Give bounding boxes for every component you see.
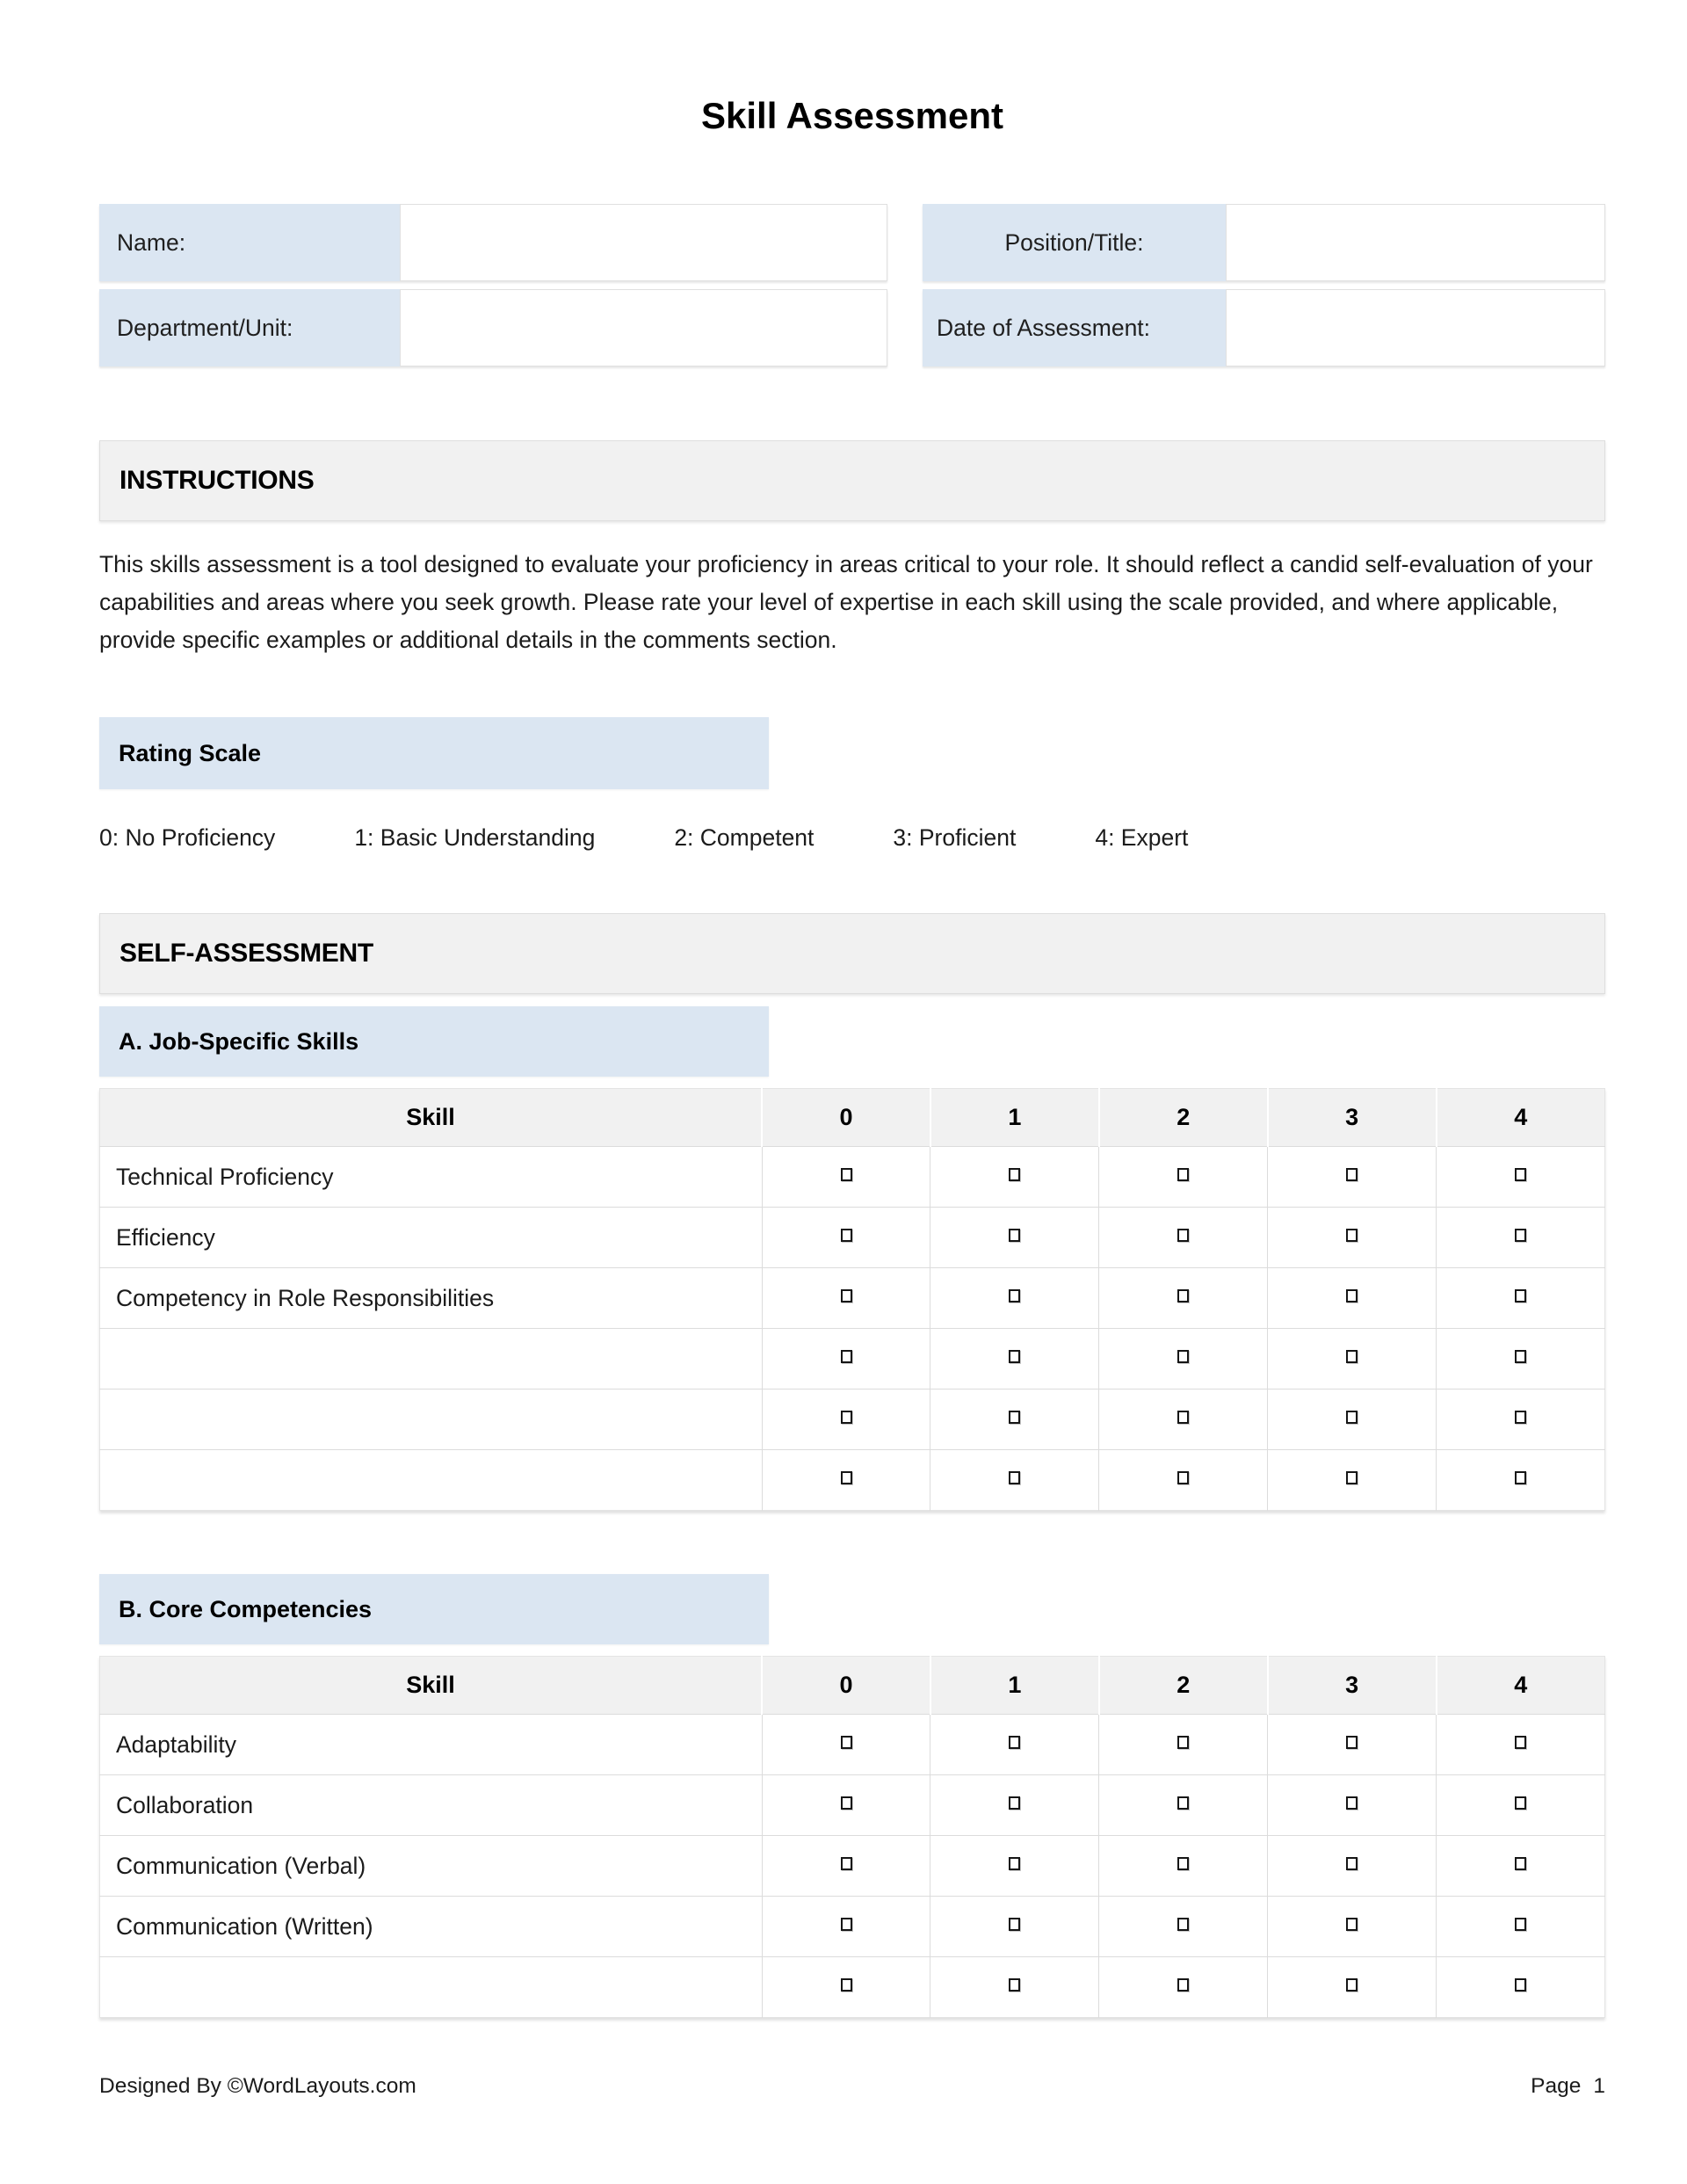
checkbox-icon[interactable] xyxy=(841,1229,852,1242)
checkbox-icon[interactable] xyxy=(1009,1857,1020,1870)
checkbox-icon[interactable] xyxy=(841,1168,852,1181)
rating-cell-3 xyxy=(1268,1389,1437,1450)
name-label: Name: xyxy=(99,204,400,281)
column-header-4: 4 xyxy=(1437,1657,1605,1715)
checkbox-icon[interactable] xyxy=(1009,1471,1020,1484)
fields-row-2 xyxy=(99,289,1605,366)
rating-cell-3 xyxy=(1268,1268,1437,1329)
instructions-heading-text: INSTRUCTIONS xyxy=(119,466,315,495)
checkbox-icon[interactable] xyxy=(1177,1471,1189,1484)
checkbox-icon[interactable] xyxy=(1009,1229,1020,1242)
checkbox-icon[interactable] xyxy=(1346,1978,1358,1992)
rating-cell-4 xyxy=(1437,1775,1605,1836)
checkbox-icon[interactable] xyxy=(1346,1796,1358,1810)
checkbox-icon[interactable] xyxy=(841,1289,852,1302)
rating-cell-4 xyxy=(1437,1329,1605,1389)
rating-cell-4 xyxy=(1437,1268,1605,1329)
skill-label: Competency in Role Responsibilities xyxy=(100,1268,763,1329)
rating-cell-0 xyxy=(762,1775,930,1836)
department-unit-label: Department/Unit: xyxy=(99,289,400,366)
column-header-3: 3 xyxy=(1268,1089,1437,1147)
rating-level-4: 4: Expert xyxy=(1095,824,1189,851)
table-row xyxy=(100,1389,1605,1450)
table-row xyxy=(100,1329,1605,1389)
checkbox-icon[interactable] xyxy=(1515,1289,1526,1302)
checkbox-icon[interactable] xyxy=(1346,1350,1358,1363)
rating-cell-1 xyxy=(930,1147,1099,1208)
position-title-input[interactable] xyxy=(1226,204,1605,281)
table-row xyxy=(100,1147,1605,1208)
table-row xyxy=(100,1775,1605,1836)
department-unit-field xyxy=(99,289,887,366)
checkbox-icon[interactable] xyxy=(1009,1168,1020,1181)
checkbox-icon[interactable] xyxy=(1515,1918,1526,1931)
checkbox-icon[interactable] xyxy=(1515,1350,1526,1363)
rating-level-2: 2: Competent xyxy=(674,824,815,851)
skill-label: Communication (Written) xyxy=(100,1897,763,1957)
column-header-0: 0 xyxy=(762,1657,930,1715)
rating-cell-3 xyxy=(1268,1775,1437,1836)
rating-cell-0 xyxy=(762,1389,930,1450)
rating-cell-1 xyxy=(930,1957,1099,2018)
rating-cell-4 xyxy=(1437,1450,1605,1511)
rating-cell-1 xyxy=(930,1715,1099,1775)
rating-cell-3 xyxy=(1268,1836,1437,1897)
checkbox-icon[interactable] xyxy=(1346,1168,1358,1181)
self-assessment-header xyxy=(99,913,1605,994)
checkbox-icon[interactable] xyxy=(1515,1736,1526,1749)
rating-cell-1 xyxy=(930,1268,1099,1329)
rating-cell-4 xyxy=(1437,1389,1605,1450)
rating-cell-2 xyxy=(1099,1450,1268,1511)
rating-cell-2 xyxy=(1099,1208,1268,1268)
position-title-field xyxy=(923,204,1605,281)
rating-cell-3 xyxy=(1268,1329,1437,1389)
checkbox-icon[interactable] xyxy=(841,1471,852,1484)
rating-cell-4 xyxy=(1437,1897,1605,1957)
checkbox-icon[interactable] xyxy=(1009,1350,1020,1363)
rating-cell-1 xyxy=(930,1389,1099,1450)
checkbox-icon[interactable] xyxy=(841,1857,852,1870)
page-number xyxy=(1531,2074,1605,2099)
column-header-1: 1 xyxy=(930,1657,1099,1715)
section-a-heading-text: A. Job-Specific Skills xyxy=(119,1027,359,1055)
rating-scale-heading-text: Rating Scale xyxy=(119,739,262,766)
table-a-header-row xyxy=(100,1089,1605,1147)
table-row xyxy=(100,1715,1605,1775)
checkbox-icon[interactable] xyxy=(1009,1736,1020,1749)
skill-label xyxy=(100,1450,763,1511)
page-title: Skill Assessment xyxy=(701,95,1003,136)
rating-cell-0 xyxy=(762,1957,930,2018)
rating-level-1: 1: Basic Understanding xyxy=(354,824,596,851)
instructions-body: This skills assessment is a tool designed to evaluate your proficiency in areas critical to your role. It should reflect a candid self-evaluation of your capabilities and areas where you seek growth. Please rate your level of expertise in each skill using the scale provided, and where applicable, provide specific examples or additional details in the comments section. xyxy=(99,551,1593,653)
rating-cell-0 xyxy=(762,1208,930,1268)
instructions-header xyxy=(99,440,1605,521)
department-unit-input[interactable] xyxy=(400,289,887,366)
checkbox-icon[interactable] xyxy=(841,1736,852,1749)
rating-cell-1 xyxy=(930,1775,1099,1836)
date-of-assessment-input[interactable] xyxy=(1226,289,1605,366)
checkbox-icon[interactable] xyxy=(841,1978,852,1992)
checkbox-icon[interactable] xyxy=(1177,1411,1189,1424)
checkbox-icon[interactable] xyxy=(841,1411,852,1424)
self-assessment-heading-text: SELF-ASSESSMENT xyxy=(119,939,373,968)
checkbox-icon[interactable] xyxy=(841,1796,852,1810)
checkbox-icon[interactable] xyxy=(1515,1411,1526,1424)
page-number-value: 1 xyxy=(1593,2074,1605,2098)
column-header-3: 3 xyxy=(1268,1657,1437,1715)
header-fields xyxy=(99,204,1605,366)
rating-cell-2 xyxy=(1099,1715,1268,1775)
rating-cell-2 xyxy=(1099,1897,1268,1957)
checkbox-icon[interactable] xyxy=(1177,1857,1189,1870)
rating-cell-2 xyxy=(1099,1329,1268,1389)
job-specific-skills-table xyxy=(99,1088,1605,1511)
section-a-header xyxy=(99,1006,769,1077)
rating-cell-4 xyxy=(1437,1836,1605,1897)
checkbox-icon[interactable] xyxy=(1346,1857,1358,1870)
rating-cell-0 xyxy=(762,1897,930,1957)
skill-label: Efficiency xyxy=(100,1208,763,1268)
rating-cell-4 xyxy=(1437,1147,1605,1208)
table-row xyxy=(100,1208,1605,1268)
checkbox-icon[interactable] xyxy=(1515,1168,1526,1181)
column-header-0: 0 xyxy=(762,1089,930,1147)
rating-level-0: 0: No Proficiency xyxy=(99,824,276,851)
checkbox-icon[interactable] xyxy=(1346,1736,1358,1749)
date-of-assessment-label: Date of Assessment: xyxy=(923,289,1226,366)
core-competencies-table xyxy=(99,1656,1605,2018)
column-header-2: 2 xyxy=(1099,1657,1268,1715)
rating-cell-3 xyxy=(1268,1450,1437,1511)
rating-cell-0 xyxy=(762,1450,930,1511)
checkbox-icon[interactable] xyxy=(1346,1411,1358,1424)
checkbox-icon[interactable] xyxy=(1346,1471,1358,1484)
skill-label: Technical Proficiency xyxy=(100,1147,763,1208)
checkbox-icon[interactable] xyxy=(1009,1796,1020,1810)
column-header-skill: Skill xyxy=(100,1089,763,1147)
column-header-1: 1 xyxy=(930,1089,1099,1147)
checkbox-icon[interactable] xyxy=(1515,1796,1526,1810)
checkbox-icon[interactable] xyxy=(841,1350,852,1363)
designed-by-text: Designed By ©WordLayouts.com xyxy=(99,2074,416,2098)
skill-label: Adaptability xyxy=(100,1715,763,1775)
table-b-header-row xyxy=(100,1657,1605,1715)
rating-cell-4 xyxy=(1437,1715,1605,1775)
checkbox-icon[interactable] xyxy=(1177,1736,1189,1749)
rating-cell-2 xyxy=(1099,1147,1268,1208)
skill-label xyxy=(100,1329,763,1389)
rating-cell-1 xyxy=(930,1450,1099,1511)
checkbox-icon[interactable] xyxy=(1009,1289,1020,1302)
rating-cell-1 xyxy=(930,1329,1099,1389)
position-title-label: Position/Title: xyxy=(923,204,1226,281)
checkbox-icon[interactable] xyxy=(1515,1857,1526,1870)
checkbox-icon[interactable] xyxy=(1515,1471,1526,1484)
fields-row-1 xyxy=(99,204,1605,281)
checkbox-icon[interactable] xyxy=(1346,1229,1358,1242)
rating-cell-3 xyxy=(1268,1897,1437,1957)
rating-cell-2 xyxy=(1099,1775,1268,1836)
skill-label: Collaboration xyxy=(100,1775,763,1836)
name-field xyxy=(99,204,887,281)
rating-cell-0 xyxy=(762,1329,930,1389)
rating-scale-header xyxy=(99,717,769,789)
date-of-assessment-field xyxy=(923,289,1605,366)
rating-cell-3 xyxy=(1268,1715,1437,1775)
skill-label xyxy=(100,1389,763,1450)
checkbox-icon[interactable] xyxy=(1177,1289,1189,1302)
rating-scale-levels xyxy=(99,824,1605,852)
rating-cell-4 xyxy=(1437,1208,1605,1268)
checkbox-icon[interactable] xyxy=(1346,1918,1358,1931)
page-footer xyxy=(99,2074,1605,2099)
section-b-header xyxy=(99,1574,769,1644)
column-header-skill: Skill xyxy=(100,1657,763,1715)
rating-cell-2 xyxy=(1099,1389,1268,1450)
rating-cell-3 xyxy=(1268,1957,1437,2018)
checkbox-icon[interactable] xyxy=(1177,1796,1189,1810)
rating-cell-3 xyxy=(1268,1147,1437,1208)
checkbox-icon[interactable] xyxy=(1177,1350,1189,1363)
column-header-4: 4 xyxy=(1437,1089,1605,1147)
column-header-2: 2 xyxy=(1099,1089,1268,1147)
name-input[interactable] xyxy=(400,204,887,281)
rating-cell-1 xyxy=(930,1897,1099,1957)
rating-cell-0 xyxy=(762,1147,930,1208)
rating-cell-1 xyxy=(930,1836,1099,1897)
checkbox-icon[interactable] xyxy=(1515,1978,1526,1992)
rating-cell-0 xyxy=(762,1715,930,1775)
rating-cell-2 xyxy=(1099,1268,1268,1329)
rating-cell-4 xyxy=(1437,1957,1605,2018)
checkbox-icon[interactable] xyxy=(1177,1978,1189,1992)
rating-cell-2 xyxy=(1099,1957,1268,2018)
checkbox-icon[interactable] xyxy=(1009,1978,1020,1992)
table-row xyxy=(100,1836,1605,1897)
page-number-label: Page xyxy=(1531,2074,1582,2098)
rating-cell-0 xyxy=(762,1268,930,1329)
checkbox-icon[interactable] xyxy=(1177,1918,1189,1931)
checkbox-icon[interactable] xyxy=(1009,1411,1020,1424)
section-b-heading-text: B. Core Competencies xyxy=(119,1595,373,1622)
table-row xyxy=(100,1957,1605,2018)
checkbox-icon[interactable] xyxy=(841,1918,852,1931)
checkbox-icon[interactable] xyxy=(1346,1289,1358,1302)
table-row xyxy=(100,1450,1605,1511)
checkbox-icon[interactable] xyxy=(1009,1918,1020,1931)
rating-cell-2 xyxy=(1099,1836,1268,1897)
skill-label: Communication (Verbal) xyxy=(100,1836,763,1897)
rating-cell-0 xyxy=(762,1836,930,1897)
checkbox-icon[interactable] xyxy=(1515,1229,1526,1242)
checkbox-icon[interactable] xyxy=(1177,1168,1189,1181)
skill-label xyxy=(100,1957,763,2018)
rating-cell-1 xyxy=(930,1208,1099,1268)
rating-level-3: 3: Proficient xyxy=(893,824,1017,851)
checkbox-icon[interactable] xyxy=(1177,1229,1189,1242)
table-row xyxy=(100,1897,1605,1957)
rating-cell-3 xyxy=(1268,1208,1437,1268)
table-row xyxy=(100,1268,1605,1329)
